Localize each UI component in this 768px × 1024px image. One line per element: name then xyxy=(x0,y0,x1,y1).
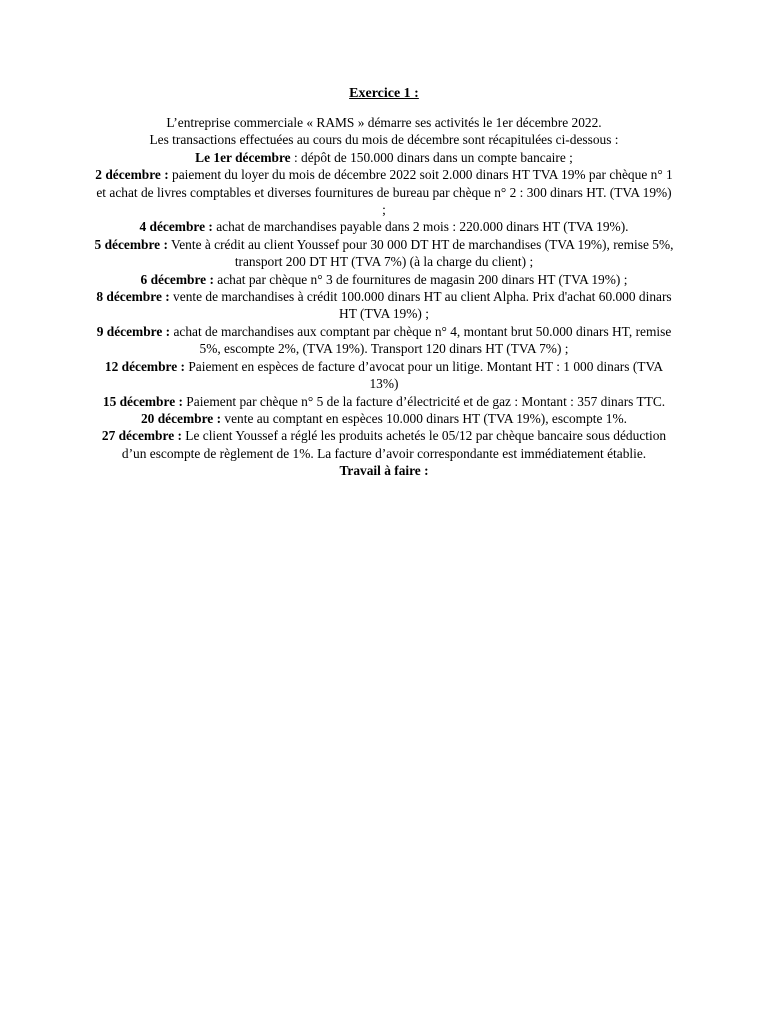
transaction-entry xyxy=(94,323,674,358)
transaction-date: 4 décembre : xyxy=(139,219,213,235)
transaction-date: 27 décembre : xyxy=(101,428,182,444)
transaction-date: Le 1er décembre xyxy=(195,149,291,165)
intro-line: L’entreprise commerciale « RAMS » démarre ses activités le 1er décembre 2022. xyxy=(166,115,602,130)
transaction-text: Paiement par chèque n° 5 de la facture d’électricité et de gaz : Montant : 357 dinars TTC. xyxy=(182,393,666,409)
transaction-date: 8 décembre : xyxy=(96,289,170,305)
exercise-title: Exercice 1 : xyxy=(349,86,419,101)
transaction-text: achat de marchandises aux comptant par chèque n° 4, montant brut 50.000 dinars HT, remise 5%, escompte 2%, (TVA 19%). Transport 120 dinars HT (TVA 7%) ; xyxy=(170,323,672,357)
transaction-date: 6 décembre : xyxy=(140,271,214,287)
transaction-entry xyxy=(94,149,674,166)
transaction-date: 2 décembre : xyxy=(95,167,169,183)
transaction-entry xyxy=(94,358,674,393)
transaction-text: paiement du loyer du mois de décembre 2022 soit 2.000 dinars HT TVA 19% par chèque n° 1 et achat de livres comptables et diverses fournitures de bureau par chèque n° 2 : 300 dinars HT. (TVA 19%) ; xyxy=(96,167,673,218)
intro-line: Les transactions effectuées au cours du mois de décembre sont récapitulées ci-dessous : xyxy=(149,132,619,148)
transaction-text: vente de marchandises à crédit 100.000 dinars HT au client Alpha. Prix d'achat 60.000 dinars HT (TVA 19%) ; xyxy=(169,289,672,322)
transaction-entry xyxy=(94,236,674,271)
transaction-date: 12 décembre : xyxy=(104,358,185,374)
transaction-entry xyxy=(94,166,674,218)
intro-paragraph xyxy=(94,114,674,149)
transaction-entry xyxy=(94,288,674,323)
transaction-text: Vente à crédit au client Youssef pour 30 000 DT HT de marchandises (TVA 19%), remise 5%, transport 200 DT HT (TVA 7%) (à la charge du client) ; xyxy=(167,236,674,270)
transaction-entry xyxy=(94,427,674,462)
transaction-text: vente au comptant en espèces 10.000 dinars HT (TVA 19%), escompte 1%. xyxy=(221,410,628,426)
transaction-text: Paiement en espèces de facture d’avocat pour un litige. Montant HT : 1 000 dinars (TVA 13%) xyxy=(184,358,664,392)
transaction-entry xyxy=(94,410,674,427)
task-heading: Travail à faire : xyxy=(339,463,429,479)
transactions-list xyxy=(94,149,674,462)
transaction-text: achat par chèque n° 3 de fournitures de magasin 200 dinars HT (TVA 19%) ; xyxy=(213,271,628,287)
transaction-date: 15 décembre : xyxy=(102,393,183,409)
transaction-date: 20 décembre : xyxy=(140,410,222,426)
transaction-entry xyxy=(94,218,674,235)
transaction-text: achat de marchandises payable dans 2 mois : 220.000 dinars HT (TVA 19%). xyxy=(212,219,629,235)
transaction-entry xyxy=(94,271,674,288)
transaction-date: 5 décembre : xyxy=(94,236,168,252)
transaction-date: 9 décembre : xyxy=(96,323,171,339)
transaction-text: Le client Youssef a réglé les produits achetés le 05/12 par chèque bancaire sous déduction d’un escompte de règlement de 1%. La facture d’avoir correspondante est immédiatement établie. xyxy=(121,428,667,461)
transaction-entry xyxy=(94,393,674,410)
transaction-text: : dépôt de 150.000 dinars dans un compte bancaire ; xyxy=(290,149,573,165)
